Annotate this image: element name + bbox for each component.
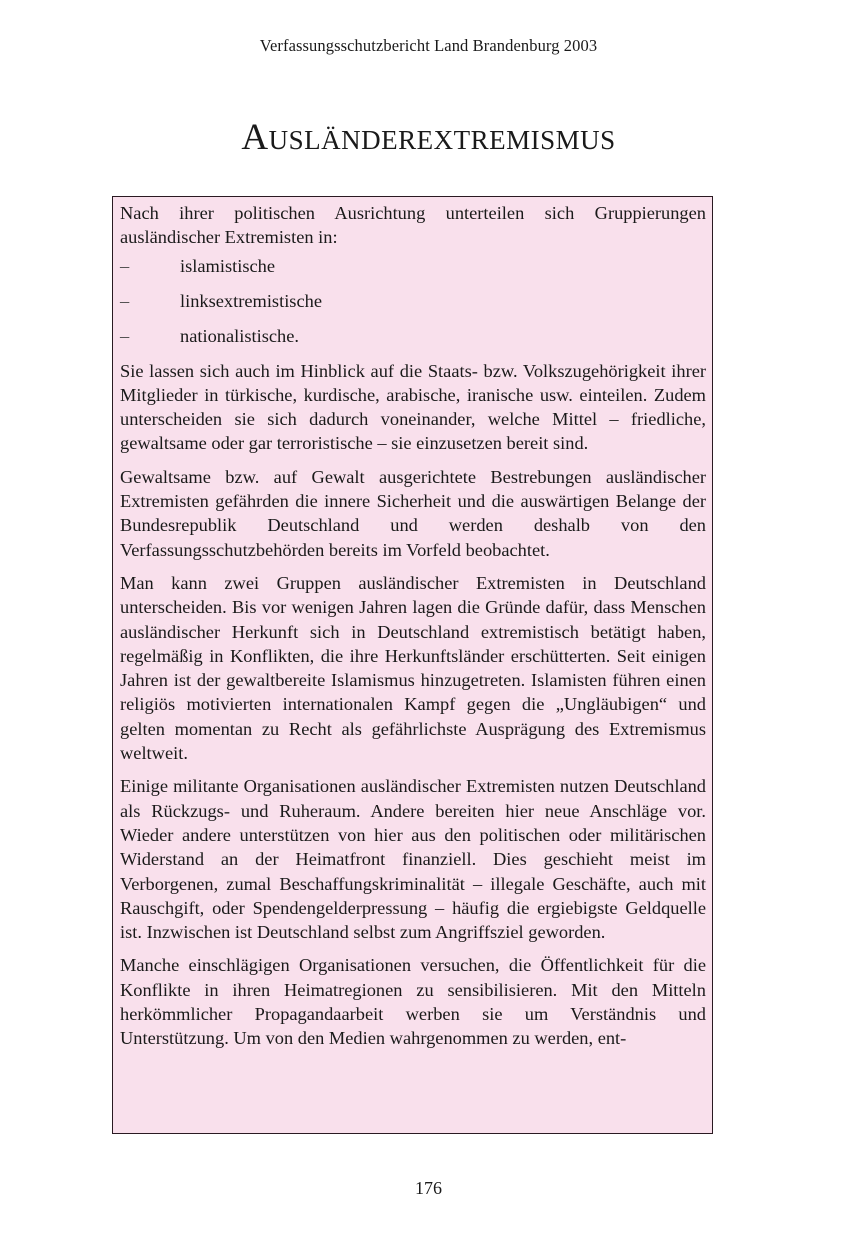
list-item-text: linksextremistische — [180, 290, 322, 311]
list-item — [120, 254, 706, 278]
list-dash: – — [120, 325, 130, 346]
list-item — [120, 324, 706, 348]
page-title — [0, 116, 857, 159]
page-number: 176 — [415, 1178, 442, 1198]
content-box — [112, 196, 713, 1134]
list-dash: – — [120, 255, 130, 276]
body-paragraph: Manche einschlägigen Organisationen versuchen, die Öffentlichkeit für die Konflikte in ihren Heimatregionen zu sensibilisieren. Mit den Mitteln herkömmlicher Propagandaarbeit werben sie um Verständnis und Unterstützung. Um von den Medien wahrgenommen zu werden, ent- — [120, 955, 706, 1049]
page-title-rest: USLÄNDEREXTREMISMUS — [268, 125, 616, 155]
body-paragraph: Sie lassen sich auch im Hinblick auf die Staats- bzw. Volkszugehörigkeit ihrer Mitglieder in türkische, kurdische, arabische, iranische usw. einteilen. Zudem unterscheiden sie sich dadurch voneinander, welche Mittel – friedliche, gewaltsame oder gar terroristische – sie einzusetzen bereit sind. — [120, 360, 706, 454]
body-paragraph: Einige militante Organisationen ausländischer Extremisten nutzen Deutschland als Rückzugs- und Ruheraum. Andere bereiten hier neue Anschläge vor. Wieder andere unterstützen von hier aus den politischen oder militärischen Widerstand an der Heimatfront finanziell. Dies geschieht meist im Verborgenen, zumal Beschaffungskriminalität – illegale Geschäfte, auch mit Rauschgift, oder Spendengelderpressung – häufig die ergiebigste Geldquelle ist. Inzwischen ist Deutschland selbst zum Angriffsziel geworden. — [120, 776, 706, 943]
page-title-initial: A — [241, 117, 269, 158]
intro-paragraph: Nach ihrer politischen Ausrichtung unterteilen sich Gruppierungen ausländischer Extremisten in: — [120, 203, 706, 248]
list-dash: – — [120, 290, 130, 311]
orientation-list — [120, 254, 706, 348]
body-paragraph: Man kann zwei Gruppen ausländischer Extremisten in Deutschland unterscheiden. Bis vor wenigen Jahren lagen die Gründe dafür, dass Menschen ausländischer Herkunft sich in Deutschland extremistisch betätigt haben, regelmäßig in Konflikten, die ihre Herkunftsländer erschütterten. Seit einigen Jahren ist der gewaltbereite Islamismus hinzugetreten. Islamisten führen einen religiös motivierten internationalen Kampf gegen die „Ungläubigen“ und gelten momentan zu Recht als gefährlichste Ausprägung des Extremismus weltweit. — [120, 572, 706, 764]
running-header: Verfassungsschutzbericht Land Brandenburg 2003 — [259, 36, 598, 55]
body-paragraph: Gewaltsame bzw. auf Gewalt ausgerichtete Bestrebungen ausländischer Extremisten gefährden die innere Sicherheit und die auswärtigen Belange der Bundesrepublik Deutschland und werden deshalb von den Verfassungsschutzbehörden bereits im Vorfeld beobachtet. — [120, 466, 706, 560]
list-item-text: nationalistische. — [180, 325, 300, 346]
list-item-text: islamistische — [180, 255, 276, 276]
list-item — [120, 289, 706, 313]
